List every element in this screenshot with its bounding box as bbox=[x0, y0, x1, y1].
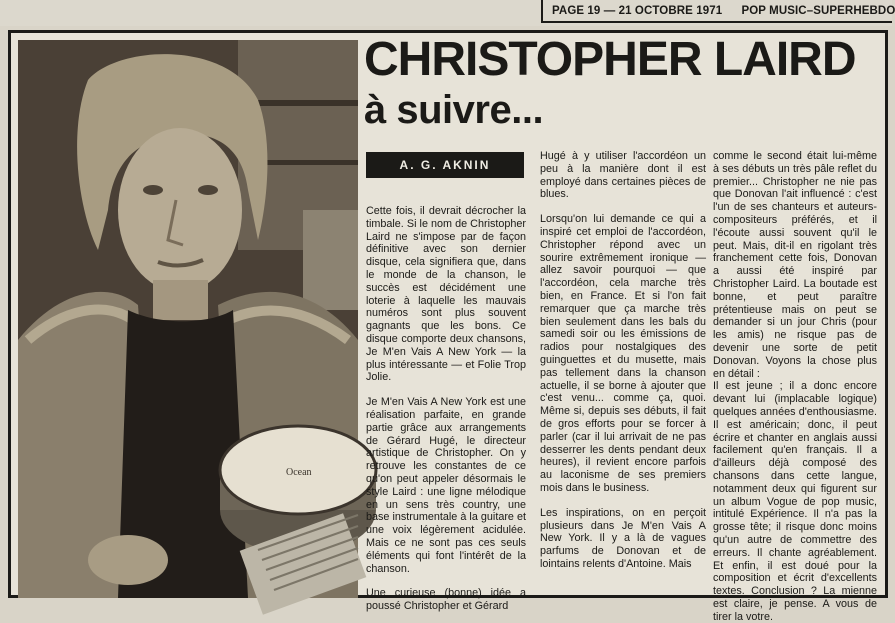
page-header bbox=[0, 0, 895, 26]
drum-label: Ocean bbox=[286, 467, 312, 478]
photo-illustration bbox=[18, 40, 358, 598]
publication-name: POP MUSIC–SUPERHEBDO bbox=[741, 5, 895, 17]
article-photo bbox=[18, 40, 358, 598]
paragraph: Hugé à y utiliser l'accordéon un peu à la manière dont il est employé dans certaines pièces de blues. bbox=[540, 150, 706, 201]
paragraph: comme le second était lui-même à ses débuts un très pâle reflet du premier... Christopher ne nie pas que Donovan l'ait influencé : c'est l'un de ses chanteurs et auteurs-compositeurs préférés, et il l'écoute aussi souvent qu'il le peut. Mais, dit-il en rigolant très franchement cette fois, Donovan a aussi été inspiré par Christopher Laird. La boutade est bonne, et peut paraître prétentieuse mais on peut se demander si un jour Chris (pour les amis) ne risque pas de devenir une sorte de petit Donovan. Voyons la chose plus en détail : bbox=[713, 150, 877, 380]
header-line bbox=[552, 5, 895, 17]
paragraph: Cette fois, il devrait décrocher la timbale. Si le nom de Christopher Laird ne s'impose par de façon définitive avec son dernier disque, cela signifiera que, dans le monde de la chanson, le succès est décidément une loterie à laquelle les mauvais numéros sont plus souvent gagnants que les bons. Ce disque comporte deux chansons, Je M'en Vais A New York — la plus intéressante — et Folie Trop Jolie. bbox=[366, 205, 526, 384]
paragraph: Une curieuse (bonne) idée a poussé Christopher et Gérard bbox=[366, 587, 526, 613]
article-column-3 bbox=[713, 150, 877, 623]
article-subtitle: à suivre... bbox=[364, 88, 544, 132]
header-divider-vertical bbox=[541, 0, 543, 22]
header-divider-horizontal bbox=[541, 21, 892, 23]
article-column-1 bbox=[366, 205, 526, 613]
issue-date: — 21 OCTOBRE 1971 bbox=[603, 5, 723, 17]
author-byline: A. G. AKNIN bbox=[366, 152, 524, 178]
article-column-2 bbox=[540, 150, 706, 571]
paragraph: Je M'en Vais A New York est une réalisation parfaite, en grande partie grâce aux arrangements de Gérard Hugé, le directeur artistique de Christopher. On y retrouve les constantes de ce qu'on peut appeler désormais le style Laird : une ligne mélodique en un sens très country, une base instrumentale à la guitare et une voix légèrement acidulée. Mais ce ne sont pas ces seuls éléments qui font l'intérêt de la chanson. bbox=[366, 396, 526, 575]
page-number: PAGE 19 bbox=[552, 5, 601, 17]
paragraph: Les inspirations, on en perçoit plusieurs dans Je M'en Vais A New York. Il y a là de vagues parfums de Donovan et de lointains relents d'Antoine. Mais bbox=[540, 506, 706, 570]
paragraph: Il est jeune ; il a donc encore devant lui (implacable logique) quelques années d'enthousiasme. Il est américain; donc, il peut écrire et chanter en anglais aussi facilement qu'en français. Il a d'ailleurs déjà composé des chansons dans cette langue, notamment deux qui figurent sur un album Vogue de pop music, intitulé Expérience. Il n'a pas la grosse tête; il risque donc moins qu'un autre de commettre des erreurs. Il chante agréablement. Et enfin, il est doué pour la composition et écrit d'excellents textes. Conclusion ? La mienne est claire, je pense. A vous de tirer la votre. bbox=[713, 380, 877, 623]
paragraph: Lorsqu'on lui demande ce qui a inspiré cet emploi de l'accordéon, Christopher répond avec un sourire extrêmement ironique — allez savoir pourquoi — que l'accordéon, cela marche très bien, en France. Et si l'on fait remarquer que ça marche très bien seulement dans les bals du samedi soir ou les émissions de radios pour nostalgiques des guinguettes et du musette, mais pas tellement dans la chanson actuelle, il se borne à ajouter que c'est venu... comme ça, quoi. Même si, depuis ses débuts, il fait de gros efforts pour se forcer à parler (car il lui arrivait de ne pas desserrer les dents pendant deux heures), il revient encore parfois au laconisme de ses premiers mois dans le business. bbox=[540, 213, 706, 494]
article-title: CHRISTOPHER LAIRD bbox=[364, 33, 856, 86]
